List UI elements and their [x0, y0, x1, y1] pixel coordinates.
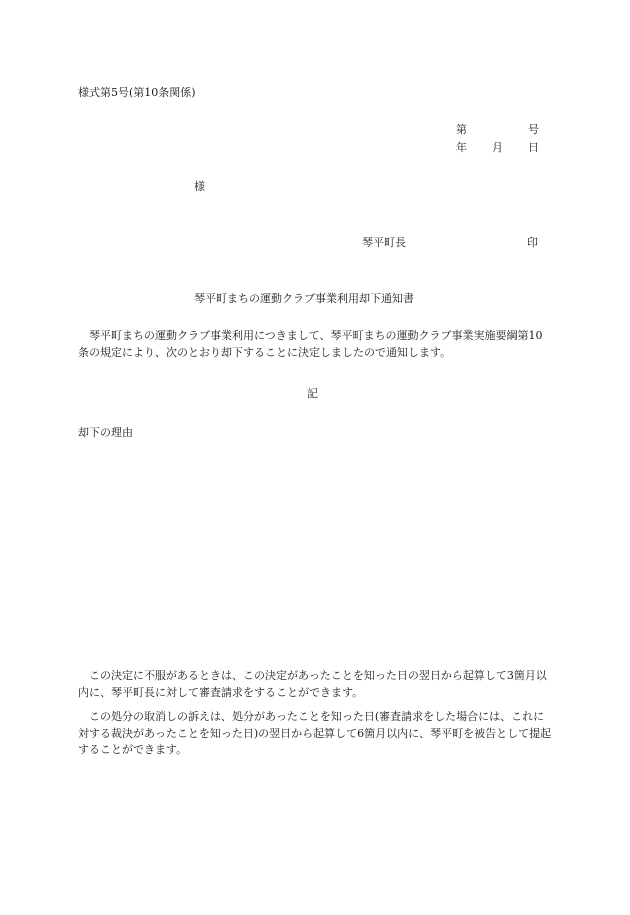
addressee-honorific: 様 [194, 180, 205, 193]
date-month: 月 [492, 141, 503, 154]
seal-mark: 印 [527, 236, 538, 249]
issuer-title: 琴平町長 [362, 236, 406, 249]
doc-number-suffix: 号 [528, 123, 539, 136]
date-day: 日 [528, 141, 539, 154]
document-title: 琴平町まちの運動クラブ事業利用却下通知書 [194, 292, 414, 305]
form-label: 様式第5号(第10条関係) [78, 86, 196, 99]
reason-label: 却下の理由 [78, 426, 133, 439]
appeal-notice: この決定に不服があるときは、この決定があったことを知った日の翌日から起算して3箇月以内に、琴平町長に対して審査請求をすることができます。 [78, 669, 547, 699]
doc-number-prefix: 第 [456, 123, 467, 136]
date-year: 年 [456, 141, 467, 154]
record-heading: 記 [307, 387, 318, 400]
lawsuit-notice: この処分の取消しの訴えは、処分があったことを知った日(審査請求をした場合には、これに対する裁決があったことを知った日)の翌日から起算して6箇月以内に、琴平町を被告として提起することができます。 [78, 710, 552, 756]
body-paragraph: 琴平町まちの運動クラブ事業利用につきまして、琴平町まちの運動クラブ事業実施要綱第10条の規定により、次のとおり却下することに決定しましたので通知します。 [78, 329, 543, 359]
